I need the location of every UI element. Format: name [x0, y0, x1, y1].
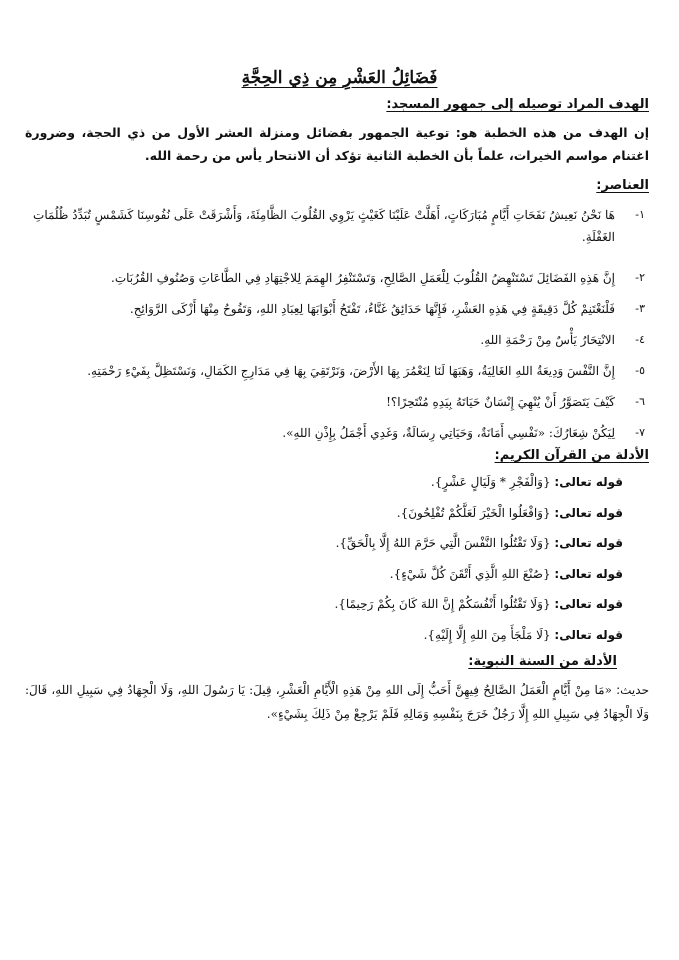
- verse-text: {وَالْفَجْرِ * وَلَيَالٍ عَشْرٍ}.: [430, 475, 551, 489]
- item-text: فَلْنَغْتَنِمْ كُلَّ دَقِيقَةٍ فِي هَذِهِ العَشْرِ، فَإِنَّهَا حَدَائِقُ غَنَّاءُ، تَفْتَحُ أَبْوَابَهَا لِعِبَادِ اللهِ، وَتَفُوحُ مِنْهَا أَزْكَى الرَّوَائِحِ.: [129, 302, 615, 316]
- hadith-label: حديث:: [616, 683, 649, 697]
- list-item: [25, 329, 649, 351]
- item-text: لِيَكُنْ شِعَارُكَ: «نَفْسِي أَمَانَةٌ، وَحَيَاتِي رِسَالَةٌ، وَغَدِي أَجْمَلُ بِإِذْنِ اللهِ».: [282, 426, 615, 440]
- verse-label: قوله تعالى:: [554, 536, 623, 550]
- item-number: ٤-: [635, 333, 645, 346]
- item-number: ١-: [635, 208, 645, 221]
- verse-label: قوله تعالى:: [554, 566, 623, 581]
- item-text: كَيْفَ يَتَصَوَّرُ أَنْ يُنْهِيَ إِنْسَانٌ حَيَاتَهُ بِيَدِهِ مُنْتَحِرًا؟!: [386, 395, 615, 409]
- item-number: ٣-: [635, 302, 645, 315]
- item-number: ٦-: [635, 395, 645, 408]
- verse-text: {وَلَا تَقْتُلُوا النَّفْسَ الَّتِي حَرَّمَ اللهُ إِلَّا بِالْحَقِّ}.: [335, 536, 551, 550]
- verse-label: قوله تعالى:: [554, 475, 623, 489]
- item-number: ٧-: [635, 426, 645, 439]
- elements-heading: العناصر:: [596, 178, 649, 193]
- sunnah-heading: الأدلة من السنة النبوية:: [468, 654, 617, 669]
- hadith-text: «مَا مِنْ أَيَّامٍ الْعَمَلُ الصَّالِحُ فِيهِنَّ أَحَبُّ إِلَى اللهِ مِنْ هَذِهِ الْأَيَّامِ الْعَشْرِ، قِيلَ: يَا رَسُولَ اللهِ، وَلَا الْجِهَادُ فِي سَبِيلِ اللهِ، قَالَ: وَلَا الْجِهَادُ فِي سَبِيلِ اللهِ إِلَّا رَجُلٌ خَرَجَ بِنَفْسِهِ وَمَالِهِ فَلَمْ يَرْجِعْ مِنْ ذَلِكَ بِشَيْءٍ».: [25, 683, 649, 721]
- list-item: [25, 360, 649, 382]
- quran-verse: [63, 498, 623, 529]
- item-text: إِنَّ النَّفْسَ وَدِيعَةُ اللهِ الغَالِيَةُ، وَهَبَهَا لَنَا لِنَعْمُرَ بِهَا الأَرْضَ، وَنَرْتَقِيَ بِهَا فِي مَدَارِجِ الكَمَالِ، وَنَسْتَظِلَّ بِفَيْءِ رَحْمَتِهِ.: [87, 364, 615, 378]
- item-text: إِنَّ هَذِهِ الفَضَائِلَ تَسْتَنْهِضُ القُلُوبَ لِلْعَمَلِ الصَّالِحِ، وَتَسْتَنْفِرُ الهِمَمَ لِلاجْتِهَادِ فِي الطَّاعَاتِ وَصُنُوفِ القُرُبَاتِ.: [111, 271, 615, 285]
- verse-label: قوله تعالى:: [554, 597, 623, 611]
- quran-verse: [63, 620, 623, 651]
- elements-list: [25, 204, 649, 444]
- goal-heading: الهدف المراد توصيله إلى جمهور المسجد:: [386, 97, 649, 112]
- list-item: [25, 391, 649, 413]
- list-item: [25, 298, 649, 320]
- title-text: فَضَائِلُ العَشْرِ مِن ذِي الحِجَّةِ: [241, 68, 438, 88]
- verse-text: {لَا مَلْجَأَ مِنَ اللهِ إِلَّا إِلَيْهِ}.: [423, 627, 551, 642]
- item-number: ٢-: [635, 271, 645, 284]
- verse-text: {وَافْعَلُوا الْخَيْرَ لَعَلَّكُمْ تُفْلِحُونَ}.: [396, 505, 551, 520]
- hadith-paragraph: [25, 678, 649, 726]
- quran-verse: [63, 589, 623, 620]
- verse-label: قوله تعالى:: [554, 627, 623, 642]
- goal-text: إن الهدف من هذه الخطبة هو: توعية الجمهور بفضائل ومنزلة العشر الأول من ذي الحجة، وضرورة اغتنام مواسم الخيرات، علماً بأن الخطبة الثانية تؤكد أن الانتحار يأس من رحمة الله.: [25, 125, 649, 163]
- quran-verse: [63, 528, 623, 559]
- quran-verses-list: [63, 467, 623, 650]
- verse-label: قوله تعالى:: [554, 505, 623, 520]
- list-item: [25, 422, 649, 444]
- item-text: الانْتِحَارُ يَأْسٌ مِنْ رَحْمَةِ اللهِ.: [480, 333, 615, 347]
- verse-text: {وَلَا تَقْتُلُوا أَنْفُسَكُمْ إِنَّ اللهَ كَانَ بِكُمْ رَحِيمًا}.: [334, 597, 551, 611]
- quran-verse: [63, 467, 623, 498]
- verse-text: {صُنْعَ اللهِ الَّذِي أَتْقَنَ كُلَّ شَيْءٍ}.: [389, 566, 551, 581]
- item-number: ٥-: [635, 364, 645, 377]
- item-text: هَا نَحْنُ نَعِيشُ نَفَحَاتِ أَيَّامٍ مُبَارَكَاتٍ، أَهَلَّتْ عَلَيْنَا كَغَيْثٍ يَرْوِي القُلُوبَ الظَّامِئَةَ، وَأَشْرَقَتْ عَلَى نُفُوسِنَا كَشَمْسٍ تُبَدِّدُ ظُلُمَاتِ الغَفْلَةِ.: [33, 208, 615, 244]
- list-item: [25, 267, 649, 289]
- document-title: [0, 68, 679, 88]
- list-item: [25, 204, 649, 248]
- quran-heading: الأدلة من القرآن الكريم:: [494, 448, 649, 463]
- quran-verse: [63, 559, 623, 590]
